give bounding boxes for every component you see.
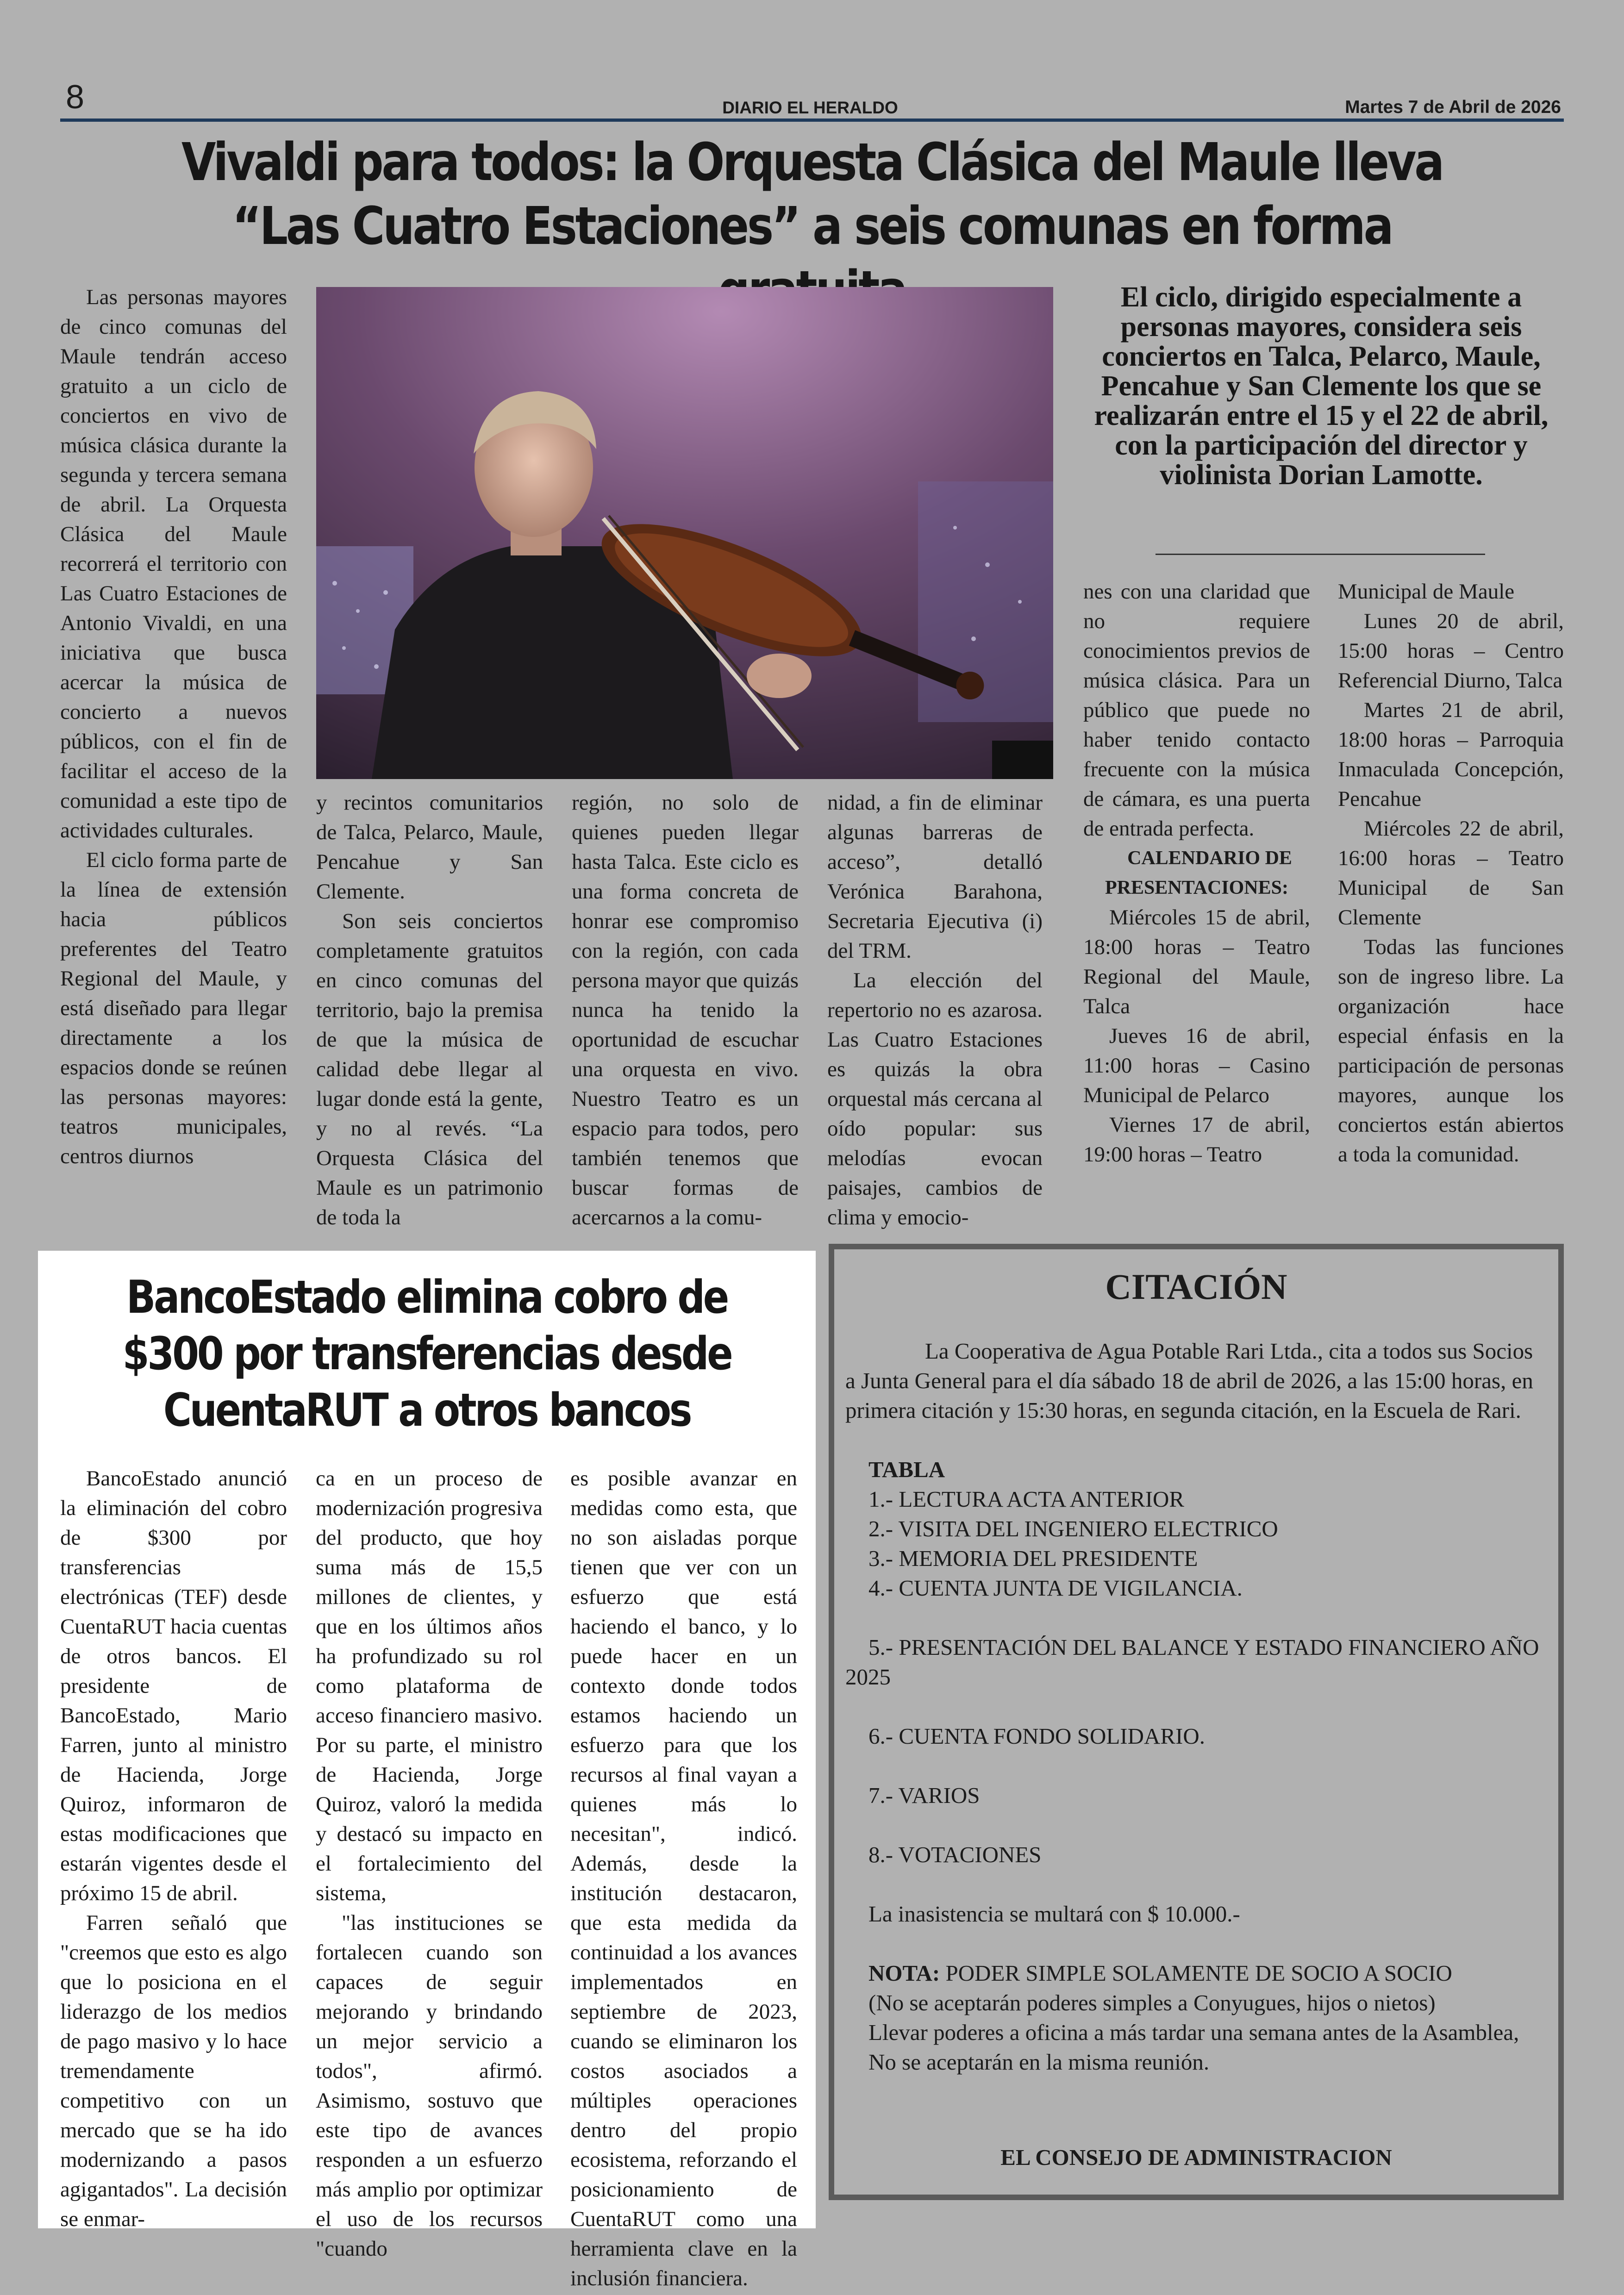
agenda-item: 5.- PRESENTACIÓN DEL BALANCE Y ESTADO FINANCIERO AÑO 2025: [845, 1634, 1539, 1690]
paragraph: Son seis conciertos completamente gratuitos en cinco comunas del territorio, bajo la premisa de que la música de calidad debe llegar al lugar donde está la gente, y no al revés. “La Orquesta Clásica del Maule es un patrimonio de toda la: [316, 909, 543, 1229]
paragraph: Todas las funciones son de ingreso libre. La organización hace especial énfasis en la participación de personas mayores, aunque los conciertos están abiertos a toda la comunidad.: [1338, 935, 1564, 1166]
agenda-item: 2.- VISITA DEL INGENIERO ELECTRICO: [868, 1516, 1278, 1541]
issue-date: Martes 7 de Abril de 2026: [1345, 97, 1561, 117]
agenda-label: TABLA: [868, 1457, 945, 1482]
paragraph: nidad, a fin de eliminar algunas barreras de acceso”, detalló Verónica Barahona, Secretaria Ejecutiva (i) del TRM.: [827, 791, 1043, 963]
main-column-5: [1083, 577, 1310, 1169]
bank-column-2: [316, 1464, 543, 2264]
citation-title: CITACIÓN: [1105, 1266, 1287, 1307]
fine-notice: La inasistencia se multará con $ 10.000.-: [868, 1901, 1240, 1927]
main-column-1: [60, 282, 287, 1171]
bank-article: [38, 1251, 816, 2290]
citation-body: [845, 1336, 1540, 2077]
paragraph: región, no solo de quienes pueden llegar hasta Talca. Este ciclo es una forma concreta de honrar ese compromiso con la región, con cada persona mayor que quizás nunca ha tenido la oportunidad de escuchar una orquesta en vivo. Nuestro Teatro es un espacio para todos, pero también tenemos que buscar formas de acercarnos a la comu-: [572, 791, 799, 1229]
agenda-item: 6.- CUENTA FONDO SOLIDARIO.: [868, 1723, 1205, 1749]
agenda-item: 7.- VARIOS: [868, 1783, 980, 1808]
paragraph: "las instituciones se fortalecen cuando son capaces de seguir mejorando y brindando un mejor servicio a todos", afirmó. Asimismo, sostuvo que este tipo de avances responden a un esfuerzo más amplio por optimizar el uso de los recursos "cuando: [316, 1911, 543, 2261]
calendar-heading: CALENDARIO DE PRESENTACIONES:: [1105, 848, 1292, 898]
agenda-item: 1.- LECTURA ACTA ANTERIOR: [868, 1486, 1185, 1512]
main-headline: Vivaldi para todos: la Orquesta Clásica del Maule lleva “Las Cuatro Estaciones” a seis comunas en forma: [181, 132, 1443, 256]
main-column-2: [316, 788, 543, 1232]
note-line: (No se aceptarán poderes simples a Conyugues, hijos o nietos): [868, 1990, 1436, 2015]
citation-notice: [829, 1244, 1564, 2200]
note-label: NOTA:: [868, 1960, 940, 1986]
calendar-entry-continued: Municipal de Maule: [1338, 580, 1515, 604]
deck-divider: [1156, 554, 1485, 555]
paragraph: BancoEstado anunció la eliminación del cobro de $300 por transferencias electrónicas (TEF) desde CuentaRUT hacia cuentas de otros bancos. El presidente de BancoEstado, Mario Farren, junto al ministro de Hacienda, Jorge Quiroz, informaron de estas modificaciones que estarán vigentes desde el próximo 15 de abril.: [60, 1466, 287, 1905]
bank-column-3: [570, 1464, 797, 2293]
calendar-entry: Miércoles 15 de abril, 18:00 horas – Teatro Regional del Maule, Talca: [1083, 905, 1310, 1018]
bank-column-1: [60, 1464, 287, 2234]
article-photo: [316, 287, 1053, 779]
main-column-4: [827, 788, 1043, 1232]
agenda-item: 3.- MEMORIA DEL PRESIDENTE: [868, 1546, 1198, 1571]
agenda-item: 8.- VOTACIONES: [868, 1842, 1042, 1867]
calendar-entry: Martes 21 de abril, 18:00 horas – Parroquia Inmaculada Concepción, Pencahue: [1338, 698, 1564, 811]
note-text: PODER SIMPLE SOLAMENTE DE SOCIO A SOCIO: [945, 1960, 1452, 1986]
violinist-photo-illustration: [316, 287, 1053, 779]
calendar-entry: Viernes 17 de abril, 19:00 horas – Teatro: [1083, 1113, 1310, 1166]
main-column-3: [572, 788, 799, 1232]
note-line: Llevar poderes a oficina a más tardar una semana antes de la Asamblea, No se aceptarán en la misma reunión.: [868, 2020, 1519, 2075]
header-rule: [60, 118, 1564, 122]
paragraph: nes con una claridad que no requiere conocimientos previos de música clásica. Para un público que puede no haber tenido contacto frecuente con la música de cámara, es una puerta de entrada perfecta.: [1083, 580, 1310, 841]
newspaper-name: DIARIO EL HERALDO: [722, 98, 898, 117]
calendar-entry: Jueves 16 de abril, 11:00 horas – Casino Municipal de Pelarco: [1083, 1024, 1310, 1107]
paragraph: es posible avanzar en medidas como esta, que no son aisladas porque tienen que ver con un esfuerzo que está haciendo el banco, y lo puede hacer en un contexto donde todos estamos haciendo un esfuerzo para que los recursos al final vayan a quienes más lo necesitan", indicó. Además, desde la institución destacaron, que esta medida da continuidad a los avances implementados en septiembre de 2023, cuando se eliminaron los costos asociados a múltiples operaciones dentro del propio ecosistema, reforzando el posicionamiento de CuentaRUT como una herramienta clave en la inclusión financiera.: [570, 1466, 797, 2290]
page-number: 8: [66, 79, 85, 116]
calendar-entry: Lunes 20 de abril, 15:00 horas – Centro Referencial Diurno, Talca: [1338, 609, 1564, 692]
citation-signature: EL CONSEJO DE ADMINISTRACION: [1000, 2145, 1392, 2170]
paragraph: ca en un proceso de modernización progresiva del producto, que hoy suma más de 15,5 millones de clientes, y que en los últimos años ha profundizado su rol como plataforma de acceso financiero masivo. Por su parte, el ministro de Hacienda, Jorge Quiroz, valoró la medida y destacó su impacto en el fortalecimiento del sistema,: [316, 1466, 543, 1905]
bank-headline: BancoEstado elimina cobro de $300 por transferencias desde CuentaRUT a otros bancos: [122, 1271, 731, 1437]
paragraph: Farren señaló que "creemos que esto es algo que lo posiciona en el liderazgo de los medios de pago masivo y lo hace tremendamente competitivo con un mercado que se ha ido modernizando a pasos agigantados". La decisión se enmar-: [60, 1911, 287, 2231]
agenda-item: 4.- CUENTA JUNTA DE VIGILANCIA.: [868, 1575, 1243, 1601]
citation-intro: La Cooperativa de Agua Potable Rari Ltda., cita a todos sus Socios a Junta General para el día sábado 18 de abril de 2026, a las 15:00 horas, en primera citación y 15:30 horas, en segunda citación, en la Escuela de Rari.: [845, 1338, 1533, 1423]
paragraph: y recintos comunitarios de Talca, Pelarco, Maule, Pencahue y San Clemente.: [316, 791, 543, 904]
paragraph: Las personas mayores de cinco comunas del Maule tendrán acceso gratuito a un ciclo de conciertos en vivo de música clásica durante la segunda y tercera semana de abril. La Orquesta Clásica del Maule recorrerá el territorio con Las Cuatro Estaciones de Antonio Vivaldi, en una iniciativa que busca acercar la música de concierto a nuevos públicos, con el fin de facilitar el acceso de la comunidad a este tipo de actividades culturales.: [60, 285, 287, 842]
paragraph: El ciclo forma parte de la línea de extensión hacia públicos preferentes del Teatro Regional del Maule, y está diseñado para llegar directamente a los espacios donde se reúnen las personas mayores: teatros municipales, centros diurnos: [60, 848, 287, 1168]
note-line: [845, 1958, 1540, 1988]
calendar-entry: Miércoles 22 de abril, 16:00 horas – Teatro Municipal de San Clemente: [1338, 817, 1564, 929]
main-column-6: [1338, 577, 1564, 1169]
article-deck: El ciclo, dirigido especialmente a personas mayores, considera seis conciertos en Talca, Pelarco, Maule, Pencahue y San Clemente los que se realizarán entre el 15 y el 22 de abril, con la participación del director y violinista Dorian Lamotte.: [1094, 281, 1549, 491]
paragraph: La elección del repertorio no es azarosa. Las Cuatro Estaciones es quizás la obra orquestal más cercana al oído popular: sus melodías evocan paisajes, cambios de clima y emocio-: [827, 968, 1043, 1229]
